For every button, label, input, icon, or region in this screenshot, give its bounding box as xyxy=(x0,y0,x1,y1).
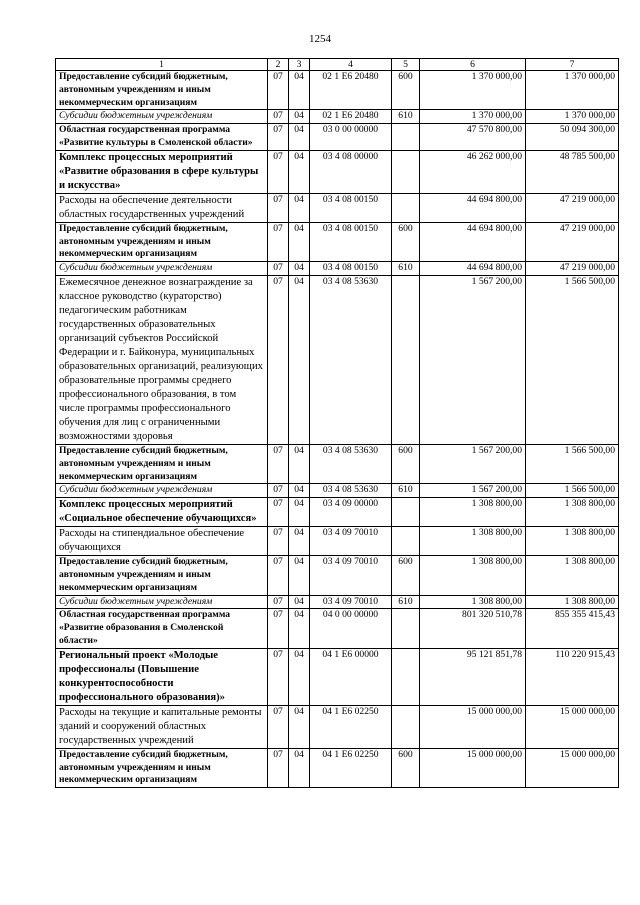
section-code-cell: 07 xyxy=(268,498,289,527)
section-code-cell: 07 xyxy=(268,484,289,498)
table-row xyxy=(56,275,619,444)
page-number: 1254 xyxy=(309,33,331,45)
row-name-cell: Комплекс процессных мероприятий «Развитие образования в сфере культуры и искусства» xyxy=(56,150,268,193)
section-code-cell: 07 xyxy=(268,595,289,609)
subsection-code-cell: 04 xyxy=(289,71,310,110)
col-header-4: 4 xyxy=(310,59,392,71)
section-code-cell: 07 xyxy=(268,444,289,483)
expense-type-cell xyxy=(392,527,420,556)
col-header-3: 3 xyxy=(289,59,310,71)
table-row xyxy=(56,444,619,483)
amount-year2-cell: 1 308 800,00 xyxy=(526,498,619,527)
expense-type-cell: 600 xyxy=(392,556,420,595)
amount-year2-cell: 15 000 000,00 xyxy=(526,748,619,787)
amount-year1-cell: 801 320 510,78 xyxy=(420,609,526,648)
amount-year2-cell: 47 219 000,00 xyxy=(526,193,619,222)
row-name-cell: Субсидии бюджетным учреждениям xyxy=(56,262,268,276)
amount-year2-cell: 1 566 500,00 xyxy=(526,484,619,498)
amount-year2-cell: 48 785 500,00 xyxy=(526,150,619,193)
subsection-code-cell: 04 xyxy=(289,748,310,787)
table-row xyxy=(56,262,619,276)
section-code-cell: 07 xyxy=(268,222,289,261)
target-article-cell: 02 1 Е6 20480 xyxy=(310,110,392,124)
subsection-code-cell: 04 xyxy=(289,110,310,124)
subsection-code-cell: 04 xyxy=(289,498,310,527)
table-row xyxy=(56,150,619,193)
subsection-code-cell: 04 xyxy=(289,193,310,222)
table-row xyxy=(56,222,619,261)
amount-year1-cell: 1 370 000,00 xyxy=(420,110,526,124)
section-code-cell: 07 xyxy=(268,527,289,556)
table-row xyxy=(56,648,619,705)
target-article-cell: 02 1 Е6 20480 xyxy=(310,71,392,110)
subsection-code-cell: 04 xyxy=(289,484,310,498)
subsection-code-cell: 04 xyxy=(289,222,310,261)
amount-year2-cell: 1 308 800,00 xyxy=(526,556,619,595)
col-header-2: 2 xyxy=(268,59,289,71)
section-code-cell: 07 xyxy=(268,648,289,705)
target-article-cell: 03 4 09 00000 xyxy=(310,498,392,527)
subsection-code-cell: 04 xyxy=(289,556,310,595)
expense-type-cell xyxy=(392,705,420,748)
table-header-row xyxy=(56,59,619,71)
expense-type-cell: 610 xyxy=(392,484,420,498)
section-code-cell: 07 xyxy=(268,609,289,648)
row-name-cell: Областная государственная программа «Развитие культуры в Смоленской области» xyxy=(56,124,268,151)
amount-year2-cell: 110 220 915,43 xyxy=(526,648,619,705)
row-name-cell: Расходы на стипендиальное обеспечение обучающихся xyxy=(56,527,268,556)
amount-year2-cell: 47 219 000,00 xyxy=(526,222,619,261)
expense-type-cell xyxy=(392,648,420,705)
target-article-cell: 03 4 08 53630 xyxy=(310,275,392,444)
row-name-cell: Предоставление субсидий бюджетным, автономным учреждениям и иным некоммерческим организациям xyxy=(56,222,268,261)
section-code-cell: 07 xyxy=(268,275,289,444)
target-article-cell: 04 1 Е6 00000 xyxy=(310,648,392,705)
amount-year1-cell: 44 694 800,00 xyxy=(420,193,526,222)
table-body xyxy=(56,71,619,788)
target-article-cell: 03 4 08 00000 xyxy=(310,150,392,193)
row-name-cell: Расходы на текущие и капитальные ремонты зданий и сооружений областных государственных учреждений xyxy=(56,705,268,748)
target-article-cell: 03 4 09 70010 xyxy=(310,527,392,556)
row-name-cell: Предоставление субсидий бюджетным, автономным учреждениям и иным некоммерческим организациям xyxy=(56,444,268,483)
table-row xyxy=(56,609,619,648)
target-article-cell: 03 4 09 70010 xyxy=(310,556,392,595)
amount-year1-cell: 47 570 800,00 xyxy=(420,124,526,151)
table-row xyxy=(56,705,619,748)
row-name-cell: Субсидии бюджетным учреждениям xyxy=(56,484,268,498)
row-name-cell: Комплекс процессных мероприятий «Социальное обеспечение обучающихся» xyxy=(56,498,268,527)
row-name-cell: Предоставление субсидий бюджетным, автономным учреждениям и иным некоммерческим организациям xyxy=(56,748,268,787)
amount-year2-cell: 855 355 415,43 xyxy=(526,609,619,648)
expense-type-cell xyxy=(392,124,420,151)
amount-year1-cell: 1 370 000,00 xyxy=(420,71,526,110)
amount-year1-cell: 44 694 800,00 xyxy=(420,262,526,276)
amount-year1-cell: 1 308 800,00 xyxy=(420,498,526,527)
amount-year2-cell: 50 094 300,00 xyxy=(526,124,619,151)
target-article-cell: 04 1 Е6 02250 xyxy=(310,705,392,748)
subsection-code-cell: 04 xyxy=(289,150,310,193)
subsection-code-cell: 04 xyxy=(289,705,310,748)
expense-type-cell xyxy=(392,609,420,648)
amount-year1-cell: 44 694 800,00 xyxy=(420,222,526,261)
col-header-5: 5 xyxy=(392,59,420,71)
expense-type-cell: 600 xyxy=(392,71,420,110)
subsection-code-cell: 04 xyxy=(289,262,310,276)
section-code-cell: 07 xyxy=(268,748,289,787)
col-header-7: 7 xyxy=(526,59,619,71)
target-article-cell: 03 4 08 00150 xyxy=(310,262,392,276)
amount-year2-cell: 1 566 500,00 xyxy=(526,444,619,483)
expense-type-cell xyxy=(392,275,420,444)
row-name-cell: Предоставление субсидий бюджетным, автономным учреждениям и иным некоммерческим организациям xyxy=(56,556,268,595)
amount-year1-cell: 95 121 851,78 xyxy=(420,648,526,705)
subsection-code-cell: 04 xyxy=(289,124,310,151)
expense-type-cell: 610 xyxy=(392,595,420,609)
section-code-cell: 07 xyxy=(268,150,289,193)
budget-table xyxy=(55,58,619,788)
expense-type-cell: 600 xyxy=(392,222,420,261)
section-code-cell: 07 xyxy=(268,262,289,276)
subsection-code-cell: 04 xyxy=(289,444,310,483)
amount-year1-cell: 1 308 800,00 xyxy=(420,556,526,595)
table-row xyxy=(56,498,619,527)
table-row xyxy=(56,71,619,110)
table-row xyxy=(56,193,619,222)
subsection-code-cell: 04 xyxy=(289,275,310,444)
amount-year1-cell: 15 000 000,00 xyxy=(420,705,526,748)
amount-year1-cell: 15 000 000,00 xyxy=(420,748,526,787)
row-name-cell: Ежемесячное денежное вознаграждение за классное руководство (кураторство) педагогическим работникам государственных образовательных организаций субъектов Российской Федерации и г. Байконура, муниципальных образовательных организаций, реализующих образовательные программы среднего профессионального образования, в том числе программы профессионального обучения для лиц с ограниченными возможностями здоровья xyxy=(56,275,268,444)
amount-year2-cell: 1 308 800,00 xyxy=(526,595,619,609)
table-row xyxy=(56,527,619,556)
amount-year1-cell: 1 567 200,00 xyxy=(420,444,526,483)
table-row xyxy=(56,484,619,498)
table-row xyxy=(56,748,619,787)
section-code-cell: 07 xyxy=(268,193,289,222)
target-article-cell: 03 4 08 00150 xyxy=(310,193,392,222)
amount-year1-cell: 1 308 800,00 xyxy=(420,527,526,556)
subsection-code-cell: 04 xyxy=(289,609,310,648)
table-row xyxy=(56,595,619,609)
row-name-cell: Региональный проект «Молодые профессионалы (Повышение конкурентоспособности профессионального образования)» xyxy=(56,648,268,705)
amount-year2-cell: 1 566 500,00 xyxy=(526,275,619,444)
expense-type-cell: 610 xyxy=(392,110,420,124)
amount-year1-cell: 46 262 000,00 xyxy=(420,150,526,193)
target-article-cell: 03 4 09 70010 xyxy=(310,595,392,609)
table-row xyxy=(56,124,619,151)
target-article-cell: 04 1 Е6 02250 xyxy=(310,748,392,787)
expense-type-cell xyxy=(392,193,420,222)
table-row xyxy=(56,556,619,595)
subsection-code-cell: 04 xyxy=(289,527,310,556)
amount-year2-cell: 1 308 800,00 xyxy=(526,527,619,556)
target-article-cell: 04 0 00 00000 xyxy=(310,609,392,648)
row-name-cell: Субсидии бюджетным учреждениям xyxy=(56,110,268,124)
amount-year2-cell: 1 370 000,00 xyxy=(526,110,619,124)
table-row xyxy=(56,110,619,124)
amount-year1-cell: 1 567 200,00 xyxy=(420,275,526,444)
row-name-cell: Субсидии бюджетным учреждениям xyxy=(56,595,268,609)
target-article-cell: 03 4 08 53630 xyxy=(310,444,392,483)
col-header-1: 1 xyxy=(56,59,268,71)
target-article-cell: 03 4 08 53630 xyxy=(310,484,392,498)
subsection-code-cell: 04 xyxy=(289,595,310,609)
section-code-cell: 07 xyxy=(268,124,289,151)
expense-type-cell xyxy=(392,150,420,193)
subsection-code-cell: 04 xyxy=(289,648,310,705)
amount-year2-cell: 47 219 000,00 xyxy=(526,262,619,276)
target-article-cell: 03 4 08 00150 xyxy=(310,222,392,261)
amount-year2-cell: 15 000 000,00 xyxy=(526,705,619,748)
section-code-cell: 07 xyxy=(268,705,289,748)
section-code-cell: 07 xyxy=(268,71,289,110)
amount-year1-cell: 1 567 200,00 xyxy=(420,484,526,498)
amount-year1-cell: 1 308 800,00 xyxy=(420,595,526,609)
amount-year2-cell: 1 370 000,00 xyxy=(526,71,619,110)
section-code-cell: 07 xyxy=(268,556,289,595)
section-code-cell: 07 xyxy=(268,110,289,124)
row-name-cell: Расходы на обеспечение деятельности областных государственных учреждений xyxy=(56,193,268,222)
col-header-6: 6 xyxy=(420,59,526,71)
expense-type-cell: 610 xyxy=(392,262,420,276)
expense-type-cell: 600 xyxy=(392,748,420,787)
expense-type-cell xyxy=(392,498,420,527)
row-name-cell: Предоставление субсидий бюджетным, автономным учреждениям и иным некоммерческим организациям xyxy=(56,71,268,110)
target-article-cell: 03 0 00 00000 xyxy=(310,124,392,151)
expense-type-cell: 600 xyxy=(392,444,420,483)
row-name-cell: Областная государственная программа «Развитие образования в Смоленской области» xyxy=(56,609,268,648)
